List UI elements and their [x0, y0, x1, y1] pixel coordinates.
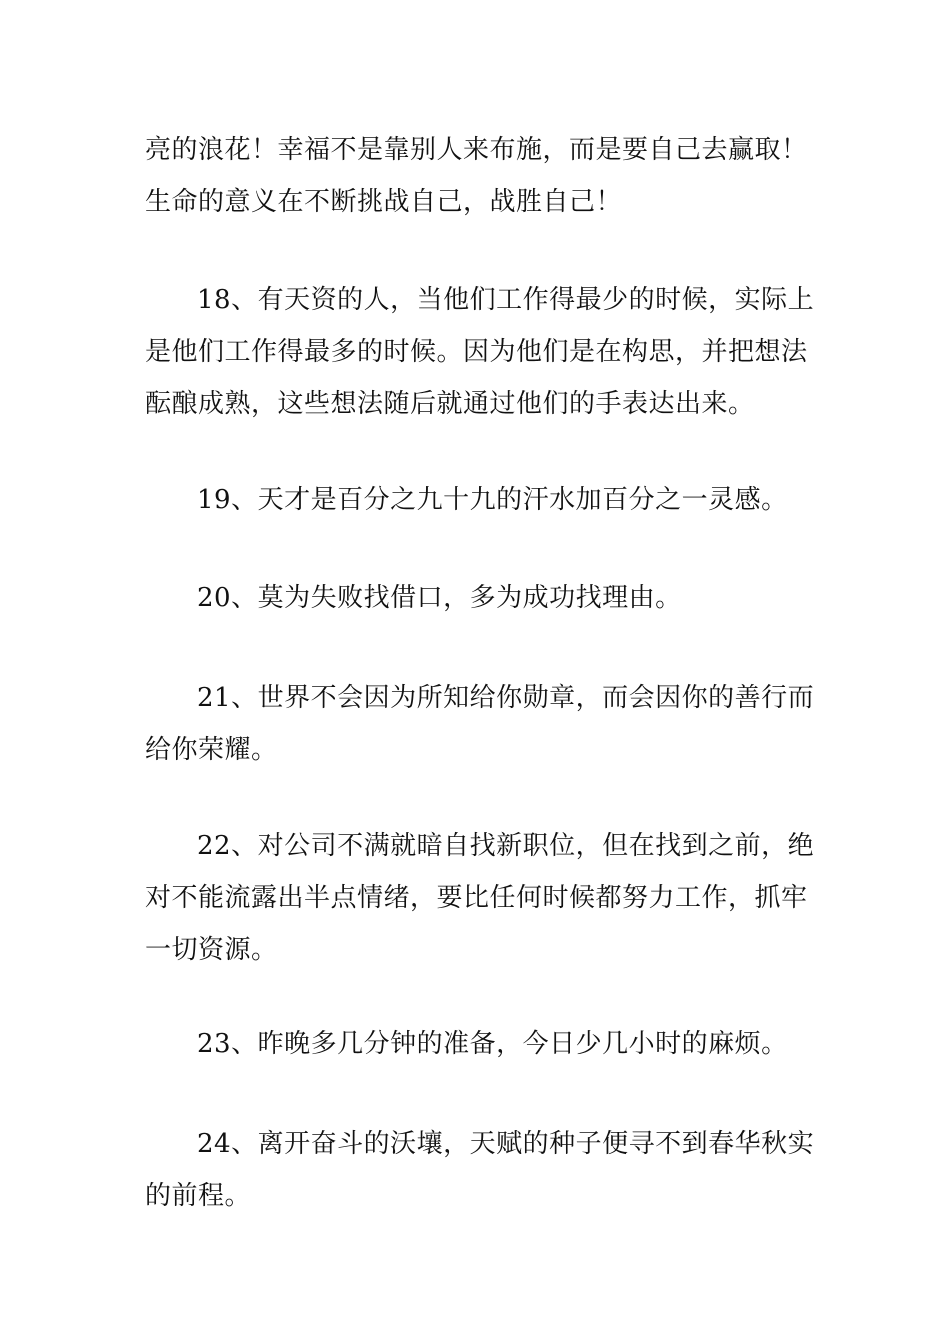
text-line: 一切资源。	[145, 935, 278, 965]
paragraph-quote-23	[145, 1018, 807, 1070]
paragraph-quote-21	[145, 672, 815, 776]
text-line: 亮的浪花！幸福不是靠别人来布施，而是要自己去赢取！	[145, 135, 808, 165]
paragraph-quote-19	[145, 474, 807, 526]
paragraph-quote-20	[145, 572, 807, 624]
paragraph-quote-18	[145, 274, 815, 430]
text-line: 22、对公司不满就暗自找新职位，但在找到之前，绝	[197, 831, 815, 861]
text-line: 20、莫为失败找借口，多为成功找理由。	[197, 583, 682, 613]
text-line: 给你荣耀。	[145, 735, 278, 765]
paragraph-continuation	[145, 124, 807, 228]
text-line: 19、天才是百分之九十九的汗水加百分之一灵感。	[197, 485, 788, 515]
paragraph-quote-24	[145, 1118, 815, 1222]
text-line: 24、离开奋斗的沃壤，天赋的种子便寻不到春华秋实	[197, 1129, 815, 1159]
text-line: 21、世界不会因为所知给你勋章，而会因你的善行而	[197, 683, 815, 713]
text-line: 是他们工作得最多的时候。因为他们是在构思，并把想法	[145, 337, 808, 367]
text-line: 23、昨晚多几分钟的准备，今日少几小时的麻烦。	[197, 1029, 788, 1059]
text-line: 对不能流露出半点情绪，要比任何时候都努力工作，抓牢	[145, 883, 808, 913]
text-line: 生命的意义在不断挑战自己，战胜自己！	[145, 187, 623, 217]
text-line: 酝酿成熟，这些想法随后就通过他们的手表达出来。	[145, 389, 755, 419]
text-line: 18、有天资的人，当他们工作得最少的时候，实际上	[197, 285, 815, 315]
paragraph-quote-22	[145, 820, 815, 976]
text-line: 的前程。	[145, 1181, 252, 1211]
